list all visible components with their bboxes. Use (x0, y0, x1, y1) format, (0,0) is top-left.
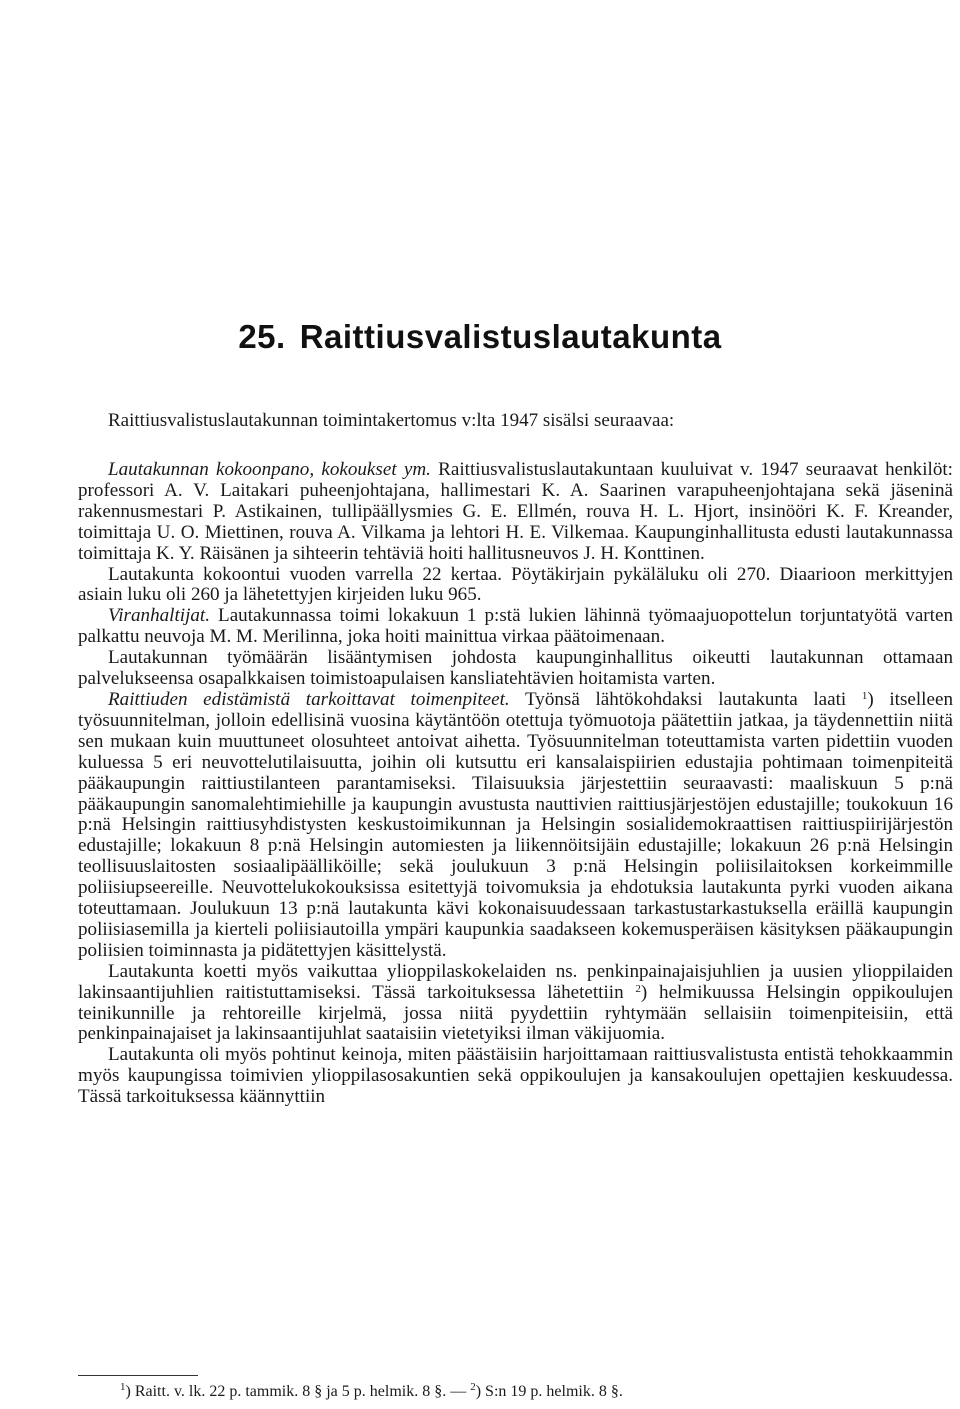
paragraph-text: Lautakunta koetti myös vaikuttaa ylioppilaskokelaiden ns. penkinpainajaisjuhlien ja uusien ylioppilaiden lakinsaantijuhlien raitistuttamiseksi. Tässä tarkoituksessa lähetettiin (78, 960, 953, 1003)
page-title (0, 318, 960, 356)
footnote-text: ) Raitt. v. lk. 22 p. tammik. 8 § ja 5 p. helmik. 8 §. — (125, 1383, 471, 1400)
footnote-marker: 2 (635, 982, 641, 995)
paragraph-measures (78, 690, 953, 962)
footnotes (120, 1383, 920, 1401)
paragraph-schools (78, 1045, 953, 1108)
paragraph-text: Lautakunnassa toimi lokakuun 1 p:stä lukien lähinnä työmaajuopottelun torjuntatyötä varten palkattu neuvoja M. M. Merilinna, joka hoiti mainittua virkaa päätoimenaan. (78, 605, 953, 648)
footnote-number: 1 (120, 1381, 126, 1393)
paragraph-officials (78, 606, 953, 648)
paragraph-staff (78, 648, 953, 690)
paragraph-lead: Viranhaltijat. (108, 605, 211, 627)
paragraph-text: Lautakunnan työmäärän lisääntymisen johdosta kaupunginhallitus oikeutti lautakunnan ottamaan palvelukseensa osapalkkaisen toimistoapulaisen kansliatehtävien hoitamista varten. (78, 647, 953, 690)
footnote-divider (78, 1375, 198, 1376)
section-title: Raittiusvalistuslautakunta (299, 318, 722, 355)
paragraph-graduates (78, 962, 953, 1046)
paragraph-text: Lautakunta kokoontui vuoden varrella 22 kertaa. Pöytäkirjain pykäläluku oli 270. Diaarioon merkittyjen asiain luku oli 260 ja lähetettyjen kirjeiden luku 965. (78, 563, 953, 606)
paragraph-meetings (78, 565, 953, 607)
paragraph-lead: Lautakunnan kokoonpano, kokoukset ym. (108, 459, 431, 480)
paragraph-composition (78, 460, 953, 565)
body-text (78, 460, 953, 1108)
paragraph-text-continued: ) itselleen työsuunnitelman, jolloin edellisinä vuosina käytäntöön otettuja työmuotoja päätettiin jatkaa, ja täydennettiin niitä sen mukaan kuin muuttuneet olosuhteet antoivat aihetta. Työsuunnitelman toteuttamista varten pidettiin vuoden kuluessa 5 eri neuvottelutilaisuutta, joihin oli kutsuttu eri kansalaispiirien edustajia pohtimaan toimenpiteitä pääkaupungin raittiustilanteen parantamiseksi. Tilaisuuksia järjestettiin seuraavasti: maaliskuun 5 p:nä pääkaupungin sanomalehtimiehille ja kaupungin avustusta nauttivien raittiusjärjestöjen edustajille; toukokuun 16 p:nä Helsingin raittiusyhdistysten keskustoimikunnan ja Helsingin sosialidemokraattisen raittiuspiirijärjestön edustajille; lokakuun 8 p:nä Helsingin automiesten ja liikennöitsijäin edustajille; lokakuun 26 p:nä Helsingin teollisuuslaitosten sosiaalipäälliköille; sekä joulukuun 3 p:nä Helsingin poliisilaitoksen korkeimmille poliisiupseereille. Neuvottelukokouksissa esitettyjä toivomuksia ja ehdotuksia lautakunta pyrki vuoden aikana toteuttamaan. Joulukuun 13 p:nä lautakunta kävi kokonaisuudessaan tarkastustarkastuksella eräillä kaupungin poliisiasemilla ja kierteli poliisiautoilla ympäri kaupunkia saadakseen kokemusperäisen käsityksen pääkaupungin poliisien toiminnasta ja pidätettyjen käsittelystä. (78, 688, 953, 961)
paragraph-text: Lautakunta oli myös pohtinut keinoja, miten päästäisiin harjoittamaan raittiusvalistusta entistä tehokkaammin myös kaupungissa toimivien ylioppilasosakuntien sekä oppikoulujen ja kansakoulujen opettajien keskuudessa. Tässä tarkoituksessa käännyttiin (78, 1044, 953, 1108)
paragraph-text-continued: ) helmikuussa Helsingin oppikoulujen teinikunnille ja rehtoreille kirjelmä, jossa niitä pyydettiin ryhtymään sellaisiin toimenpiteisiin, että penkinpainajaiset ja lakinsaantijuhlat saataisiin vietetyiksi ilman väkijuomia. (78, 981, 953, 1045)
section-number: 25. (238, 318, 286, 355)
paragraph-text: Työnsä lähtökohdaksi lautakunta laati (509, 688, 862, 710)
intro-line: Raittiusvalistuslautakunnan toimintakertomus v:lta 1947 sisälsi seuraavaa: (108, 410, 675, 431)
footnote-number: 2 (470, 1381, 476, 1393)
footnote-text: ) S:n 19 p. helmik. 8 §. (475, 1383, 623, 1400)
paragraph-text: Raittiusvalistuslautakuntaan kuuluivat v. 1947 seuraavat henkilöt: professori A. V. Laitakari puheenjohtajana, hallimestari K. A. Saarinen varapuheenjohtajana sekä jäseninä rakennusmestari P. Astikainen, tullipäällysmies G. E. Ellmén, rouva H. L. Hjort, insinööri K. F. Kreander, toimittaja U. O. Miettinen, rouva A. Vilkama ja lehtori H. E. Vilkemaa. Kaupunginhallitusta edusti lautakunnassa toimittaja K. Y. Räisänen ja sihteerin tehtäviä hoiti hallitusneuvos J. H. Konttinen. (78, 459, 953, 564)
paragraph-lead: Raittiuden edistämistä tarkoittavat toimenpiteet. (108, 688, 510, 710)
footnote-marker: 1 (861, 689, 868, 702)
